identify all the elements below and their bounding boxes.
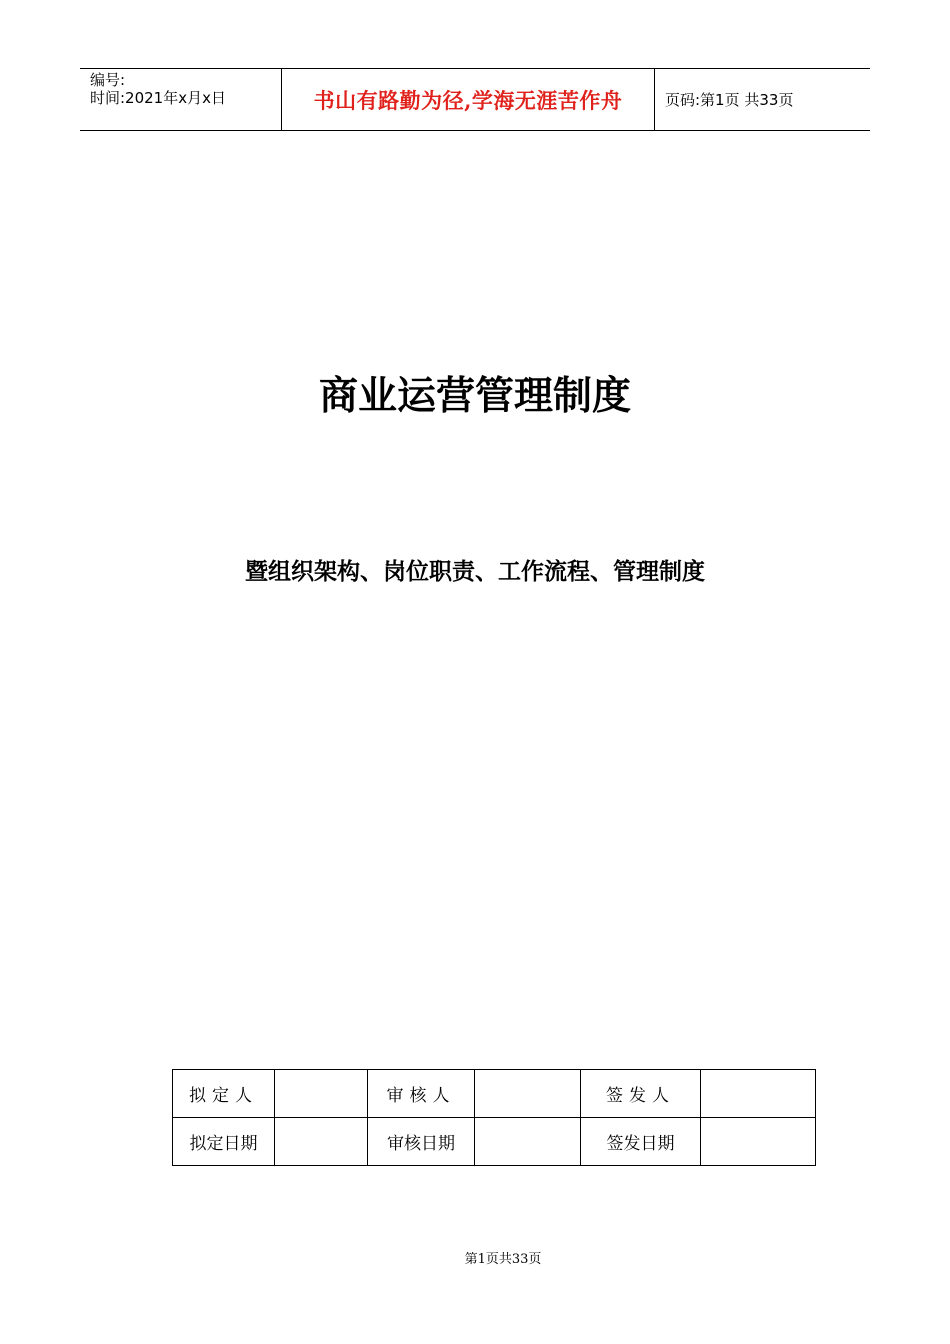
drafter-value[interactable] (275, 1070, 368, 1118)
page-footer: 第1页共33页 (464, 1252, 542, 1267)
document-header (80, 68, 870, 131)
document-title: 商业运营管理制度 (318, 373, 631, 419)
motto-text: 书山有路勤为径,学海无涯苦作舟 (313, 87, 623, 113)
header-motto-cell (282, 69, 655, 130)
issue-date-value[interactable] (701, 1118, 816, 1166)
header-page-info (655, 69, 870, 130)
table-row (173, 1118, 816, 1166)
reviewer-label: 审核人 (368, 1070, 475, 1118)
page-info-text: 页码:第1页 共33页 (665, 91, 794, 109)
reviewer-value[interactable] (475, 1070, 581, 1118)
review-date-label: 审核日期 (368, 1118, 475, 1166)
time-label: 时间:2021年x月x日 (90, 89, 226, 107)
header-meta (80, 69, 282, 130)
signoff-table (172, 1069, 816, 1166)
issuer-value[interactable] (701, 1070, 816, 1118)
draft-date-value[interactable] (275, 1118, 368, 1166)
issue-date-label: 签发日期 (581, 1118, 701, 1166)
drafter-label: 拟定人 (173, 1070, 275, 1118)
table-row (173, 1070, 816, 1118)
document-subtitle: 暨组织架构、岗位职责、工作流程、管理制度 (245, 558, 705, 585)
review-date-value[interactable] (475, 1118, 581, 1166)
number-label: 编号: (90, 71, 126, 89)
draft-date-label: 拟定日期 (173, 1118, 275, 1166)
issuer-label: 签发人 (581, 1070, 701, 1118)
